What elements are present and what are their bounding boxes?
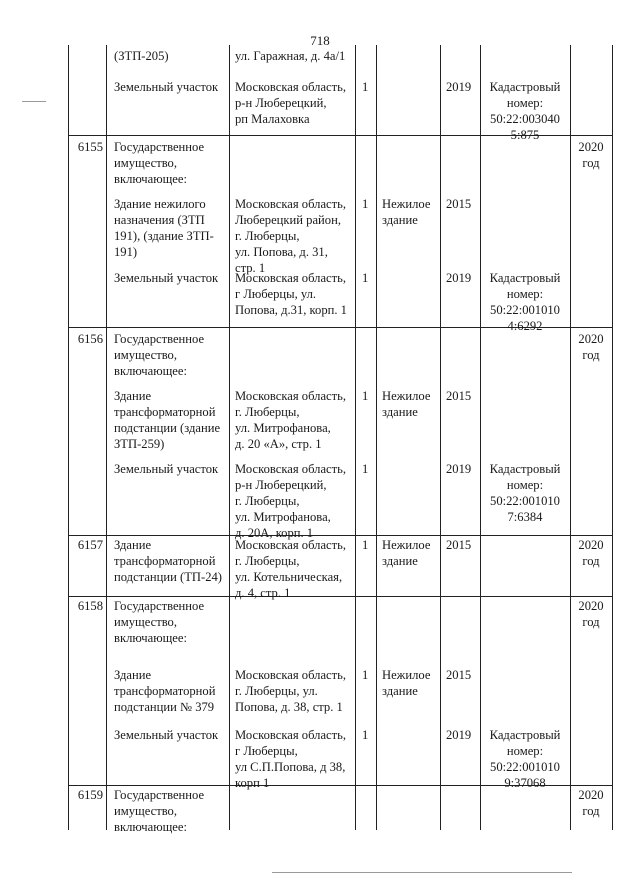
cadastral-number-line: Кадастровый (489, 462, 561, 476)
object-address-line: ул. Гаражная, д. 4а/1 (235, 49, 346, 63)
cadastral-number-line: номер: (506, 287, 544, 301)
record-number: 6156 (77, 332, 103, 346)
object-name (114, 598, 227, 646)
object-address-line: р-н Люберецкий, (235, 478, 327, 492)
object-name-line: Государственное (114, 140, 205, 154)
object-type-line: здание (382, 213, 418, 227)
year-built: 2015 (446, 668, 472, 682)
object-address-line: г Люберцы, ул. (235, 287, 317, 301)
period-line: год (582, 804, 600, 818)
cadastral-number-line: 50:22:001010 (490, 760, 560, 774)
period-line: год (582, 554, 600, 568)
cadastral-number-line: 50:22:001010 (490, 303, 560, 317)
period (572, 598, 610, 630)
period-line: год (582, 615, 600, 629)
object-address-line: д. 20А, корп. 1 (235, 526, 314, 540)
object-type-line: Нежилое (382, 389, 431, 403)
object-name-line: Государственное (114, 599, 205, 613)
table-column-line (570, 45, 571, 830)
period-line: 2020 (578, 538, 604, 552)
object-address-line: корп 1 (235, 776, 270, 790)
object-type-line: Нежилое (382, 668, 431, 682)
period-line: 2020 (578, 599, 604, 613)
object-name-line: подстанции (ТП-24) (114, 570, 222, 584)
object-address (235, 270, 353, 318)
object-name-line: подстанции (здание (114, 421, 221, 435)
object-address-line: Московская область, (235, 389, 347, 403)
object-address-line: ул С.П.Попова, д 38, (235, 760, 346, 774)
cadastral-number-line: 50:22:003040 (490, 112, 560, 126)
table-column-line (68, 45, 69, 830)
object-name-line: Земельный участок (114, 728, 219, 742)
cadastral-number-line: 4:6292 (507, 319, 543, 333)
object-name-line: 191) (114, 245, 138, 259)
table-column-line (612, 45, 613, 830)
object-address-line: г. Люберцы, ул. (235, 684, 318, 698)
object-name-line: трансформаторной (114, 684, 216, 698)
cadastral-number-line: Кадастровый (489, 728, 561, 742)
object-quantity: 1 (362, 538, 369, 552)
year-built: 2015 (446, 389, 472, 403)
object-address-line: Попова, д. 38, стр. 1 (235, 700, 343, 714)
object-name-line: Государственное (114, 332, 205, 346)
scan-artifact (22, 101, 38, 102)
object-name (114, 270, 227, 286)
period (572, 331, 610, 363)
object-address-line: ул. Попова, д. 31, (235, 245, 328, 259)
year-registered: 2019 (446, 728, 472, 742)
cadastral-number-line: Кадастровый (489, 271, 561, 285)
year-registered: 2019 (446, 80, 472, 94)
object-name-line: Здание (114, 668, 152, 682)
cadastral-number-line: номер: (506, 96, 544, 110)
object-name-line: Здание (114, 538, 152, 552)
year-registered: 2019 (446, 462, 472, 476)
object-quantity: 1 (362, 389, 369, 403)
object-name-line: Здание (114, 389, 152, 403)
object-address-line: Московская область, (235, 728, 347, 742)
cadastral-number-line: номер: (506, 744, 544, 758)
object-quantity: 1 (362, 197, 369, 211)
cadastral-number (482, 270, 568, 334)
record-number: 6158 (77, 599, 103, 613)
cadastral-number-line: 5:875 (510, 128, 540, 142)
object-name-line: трансформаторной (114, 554, 216, 568)
object-address-line: г. Люберцы, (235, 229, 300, 243)
object-type (382, 388, 438, 420)
object-name (114, 331, 227, 379)
object-address (235, 388, 353, 452)
year-built: 2015 (446, 197, 472, 211)
period-line: год (582, 348, 600, 362)
cadastral-number (482, 461, 568, 525)
scan-artifact (38, 101, 46, 102)
object-address (235, 79, 353, 127)
table-column-line (106, 45, 107, 830)
object-name-line: 191), (здание ЗТП- (114, 229, 214, 243)
object-address-line: Московская область, (235, 80, 347, 94)
object-address-line: стр. 1 (235, 261, 266, 275)
record-number: 6155 (77, 140, 103, 154)
object-quantity: 1 (362, 462, 369, 476)
period-line: 2020 (578, 140, 604, 154)
object-name (114, 727, 227, 743)
object-address (235, 727, 353, 791)
object-type-line: Нежилое (382, 197, 431, 211)
period-line: год (582, 156, 600, 170)
object-name-line: Земельный участок (114, 462, 219, 476)
object-type (382, 537, 438, 569)
object-type-line: здание (382, 684, 418, 698)
page-number: 718 (310, 33, 330, 48)
object-address-line: Попова, д.31, корп. 1 (235, 303, 347, 317)
object-name (114, 139, 227, 187)
object-name-line: подстанции № 379 (114, 700, 215, 714)
object-name-line: имущество, (114, 615, 178, 629)
year-registered: 2019 (446, 271, 472, 285)
object-address-line: р-н Люберецкий, (235, 96, 327, 110)
object-address-line: Московская область, (235, 668, 347, 682)
object-address (235, 196, 353, 276)
period (572, 537, 610, 569)
object-address-line: рп Малаховка (235, 112, 310, 126)
object-address-line: ул. Митрофанова, (235, 421, 331, 435)
object-quantity: 1 (362, 80, 369, 94)
object-type (382, 196, 438, 228)
table-column-line (480, 45, 481, 830)
record-number: 6157 (77, 538, 103, 552)
year-built: 2015 (446, 538, 472, 552)
object-name (114, 787, 227, 835)
object-name (114, 196, 227, 260)
object-name: (ЗТП-205) (114, 49, 169, 63)
object-address (235, 48, 353, 64)
object-type-line: Нежилое (382, 538, 431, 552)
object-name-line: включающее: (114, 820, 187, 834)
object-name-line: Здание нежилого (114, 197, 206, 211)
table-column-line (440, 45, 441, 830)
object-name-line: имущество, (114, 156, 178, 170)
object-name-line: имущество, (114, 348, 178, 362)
object-address-line: г. Люберцы, (235, 405, 300, 419)
object-name (114, 667, 227, 715)
record-number: 6159 (77, 788, 103, 802)
object-name (114, 537, 227, 585)
object-address (235, 537, 353, 601)
period (572, 139, 610, 171)
cadastral-number (482, 727, 568, 791)
object-type (382, 667, 438, 699)
object-address-line: г. Люберцы, (235, 554, 300, 568)
object-name-line: включающее: (114, 172, 187, 186)
object-type-line: здание (382, 405, 418, 419)
cadastral-number-line: 50:22:001010 (490, 494, 560, 508)
object-name-line: назначения (ЗТП (114, 213, 205, 227)
object-name-line: Государственное (114, 788, 205, 802)
object-address-line: Московская область, (235, 462, 347, 476)
period (572, 787, 610, 819)
object-address-line: ул. Митрофанова, (235, 510, 331, 524)
object-name: Земельный участок (114, 80, 219, 94)
object-name-line: имущество, (114, 804, 178, 818)
table-column-line (229, 45, 230, 830)
object-name-line: Земельный участок (114, 271, 219, 285)
object-name-line: включающее: (114, 364, 187, 378)
cadastral-number-line: 9:37068 (504, 776, 546, 790)
cadastral-number (482, 79, 568, 143)
object-type-line: здание (382, 554, 418, 568)
object-name-line: включающее: (114, 631, 187, 645)
object-address (235, 667, 353, 715)
scan-artifact (272, 872, 572, 873)
object-address-line: Московская область, (235, 538, 347, 552)
object-name-line: трансформаторной (114, 405, 216, 419)
cadastral-number-line: 7:6384 (507, 510, 543, 524)
object-address-line: Московская область, (235, 197, 347, 211)
object-address-line: г Люберцы, (235, 744, 298, 758)
object-address-line: г. Люберцы, (235, 494, 300, 508)
cadastral-number-line: Кадастровый (489, 80, 561, 94)
object-address-line: Московская область, (235, 271, 347, 285)
object-address (235, 461, 353, 541)
cadastral-number-line: номер: (506, 478, 544, 492)
object-address-line: Люберецкий район, (235, 213, 341, 227)
table-column-line (376, 45, 377, 830)
period-line: 2020 (578, 332, 604, 346)
object-quantity: 1 (362, 271, 369, 285)
object-name-line: ЗТП-259) (114, 437, 165, 451)
object-address-line: д. 20 «А», стр. 1 (235, 437, 322, 451)
period-line: 2020 (578, 788, 604, 802)
object-quantity: 1 (362, 668, 369, 682)
table-column-line (355, 45, 356, 830)
object-address-line: ул. Котельническая, (235, 570, 343, 584)
object-name (114, 461, 227, 477)
object-address-line: д. 4, стр. 1 (235, 586, 291, 600)
object-quantity: 1 (362, 728, 369, 742)
object-name (114, 388, 227, 452)
